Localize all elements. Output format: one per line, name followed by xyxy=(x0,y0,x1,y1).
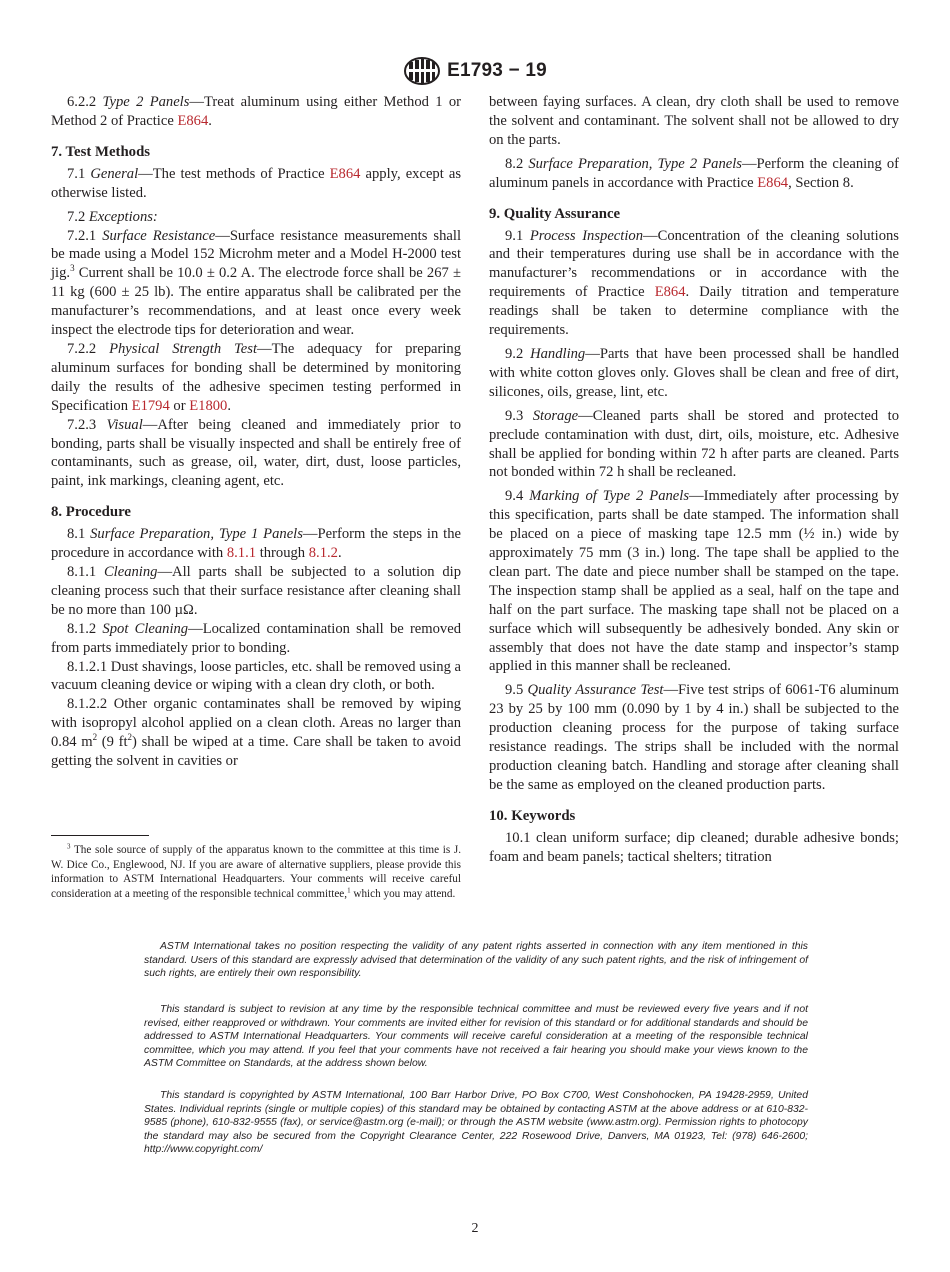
para-number: 8.1.1 xyxy=(67,564,104,581)
para-text: apply, except as otherwise listed. xyxy=(51,165,461,201)
para-number: 9.4 xyxy=(505,488,530,505)
footnote-ref-3[interactable]: 3 xyxy=(70,263,75,274)
para-number: 7.2.1 xyxy=(67,227,103,244)
section-heading-quality-assurance: 9. Quality Assurance xyxy=(489,205,621,222)
para-number: 7.1 xyxy=(67,165,91,182)
paragraph-8-1-2-1: 8.1.2.1 Dust shavings, loose particles, etc. shall be removed using a vacuum cleaning device or wiping with a clean dry cloth, or both. xyxy=(51,658,461,694)
para-title: Storage xyxy=(532,407,579,424)
paragraph-8-1 xyxy=(51,525,461,563)
left-column xyxy=(51,93,461,771)
paragraph-8-2 xyxy=(489,155,899,193)
para-text: 8.1.2.2 Other organic contaminates shall be removed by wiping with isopropyl alcohol applied on a clean cloth. Areas no larger than 0.84 m xyxy=(51,696,461,751)
section-heading-procedure: 8. Procedure xyxy=(51,504,131,521)
para-title: Exceptions: xyxy=(88,208,158,225)
section-heading-keywords: 10. Keywords xyxy=(489,807,576,824)
para-text: (9 ft xyxy=(97,734,128,751)
para-title: Type 2 Panels xyxy=(102,94,190,110)
para-text: —Localized contamination shall be removed from parts immediately prior to bonding. xyxy=(51,620,461,656)
para-text: —The test methods of Practice xyxy=(138,165,330,182)
ref-link-8-1-1[interactable]: 8.1.1 xyxy=(226,545,257,562)
paragraph-6-2-2 xyxy=(51,93,461,131)
para-title: Surface Preparation, Type 1 Panels xyxy=(90,526,303,543)
ref-link-e864[interactable]: E864 xyxy=(329,165,361,182)
para-text: . xyxy=(337,545,342,562)
para-text: —Immediately after processing by this specification, parts shall be date stamped. The information shall be placed on a piece of masking tape 12.5 mm (½ in.) wide by approximately 75 mm (3 in.) long. The tape shall be applied to the clean part. The date and piece number shall be stamped on the tape. The inspection stamp shall be applied as a seal, half on the tape and half on the part surface. The masking tape shall not be placed on a surface which will subsequently be adhesively bonded. Any skin or assembly that does not have the date stamp and inspector’s stamp applied in this manner shall be recleaned. xyxy=(489,488,900,675)
para-number: 8.2 xyxy=(505,155,529,172)
para-text: or xyxy=(169,397,190,414)
paragraph-7-2 xyxy=(51,208,461,227)
paragraph-9-3 xyxy=(489,407,899,483)
paragraph-7-2-3 xyxy=(51,416,461,492)
para-text: . Daily titration and temperature readings shall be taken to determine compliance with the requirements. xyxy=(489,284,899,339)
superscript: 2 xyxy=(127,732,133,743)
para-text: Current shall be 10.0 ± 0.2 A. The electrode force shall be 267 ± 11 kg (600 ± 25 lb). The entire apparatus shall be calibrated per the manufacturer’s recommendations, and at least once every week inspect the electrode tips for deterioration and wear. xyxy=(51,265,461,339)
para-text: —Surface resistance measurements shall be made using a Model 152 Microhm meter and a Model H-2000 test jig. xyxy=(51,227,461,282)
para-text: ) shall be wiped at a time. Care shall be taken to avoid getting the solvent in cavities or xyxy=(51,734,461,770)
paragraph-8-1-2 xyxy=(51,620,461,658)
para-title: Cleaning xyxy=(103,564,158,581)
ref-link-8-1-2[interactable]: 8.1.2 xyxy=(308,545,338,562)
paragraph-7-2-1 xyxy=(51,227,461,340)
para-text: , Section 8. xyxy=(788,174,854,191)
para-text: —Cleaned parts shall be stored and protected to preclude contamination with dust, dirt, oils, moisture, etc. Adhesive shall be applied for bonding within 72 h after parts are cleaned. Parts not bonded within 72 h shall be recleaned. xyxy=(489,407,899,481)
para-text: —Concentration of the cleaning solutions and their temperatures during use shall be in accordance with the manufacturer’s recommendations or in accordance with the requirements of Practice xyxy=(489,227,899,301)
para-title: Handling xyxy=(530,345,586,362)
para-title: Process Inspection xyxy=(529,227,643,244)
para-title: Visual xyxy=(106,416,143,433)
para-title: Surface Preparation, Type 2 Panels xyxy=(528,155,742,172)
para-text: —After being cleaned and immediately prior to bonding, parts shall be visually inspected and shall be entirely free of contaminants, such as grease, oil, water, dirt, dust, loose particles, paint, ink markings, cleaning agent, etc. xyxy=(51,416,461,490)
para-text: —Perform the cleaning of aluminum panels in accordance with Practice xyxy=(489,155,900,191)
right-column xyxy=(489,93,899,867)
para-number: 7.2.3 xyxy=(67,416,107,433)
page-number: 2 xyxy=(471,1221,479,1236)
paragraph-8-1-2-2 xyxy=(51,695,461,771)
para-text: —Treat aluminum using either Method 1 or Method 2 of Practice xyxy=(51,94,461,129)
para-number: 9.1 xyxy=(505,227,530,244)
paragraph-8-1-1 xyxy=(51,563,461,620)
para-number: 8.1.2 xyxy=(67,620,103,637)
para-text: . xyxy=(208,112,212,129)
footnote-ref-1[interactable]: 1 xyxy=(347,886,351,895)
ref-link-e864[interactable]: E864 xyxy=(757,174,789,191)
paragraph-10-1: 10.1 clean uniform surface; dip cleaned; durable adhesive bonds; foam and beam panels; tactical shelters; titration xyxy=(489,829,899,865)
paragraph-continued: between faying surfaces. A clean, dry cloth shall be used to remove the solvent and contaminant. The solvent shall not be allowed to dry on the parts. xyxy=(489,94,899,148)
document-id: E1793 − 19 xyxy=(447,60,547,81)
para-number: 9.2 xyxy=(505,345,531,362)
para-number: 9.3 xyxy=(505,407,533,424)
section-heading-test-methods: 7. Test Methods xyxy=(51,143,151,160)
paragraph-9-1 xyxy=(489,227,899,340)
superscript: 2 xyxy=(92,732,98,743)
patent-notice: ASTM International takes no position respecting the validity of any patent rights asserted in connection with any item mentioned in this standard. Users of this standard are expressly advised that determination of the validity of any such patent rights, and the risk of infringement of such rights, are entirely their own responsibility. xyxy=(144,941,808,979)
paragraph-9-2 xyxy=(489,345,899,402)
para-text: —Perform the steps in the procedure in accordance with xyxy=(51,526,461,562)
page-header xyxy=(0,55,950,87)
para-text: —All parts shall be subjected to a solution dip cleaning process such that their surface resistance after cleaning shall be no more than 100 µΩ. xyxy=(51,564,461,618)
footnote-text: The sole source of supply of the apparatus known to the committee at this time is J. W. Dice Co., Englewood, NJ. If you are aware of alternative suppliers, please provide this information to ASTM International Headquarters. Your comments will receive careful consideration at a meeting of the responsible technical committee, xyxy=(51,844,461,900)
paragraph-7-2-2 xyxy=(51,340,461,416)
paragraph-7-1 xyxy=(51,165,461,203)
para-text: —Parts that have been processed shall be handled with white cotton gloves only. Gloves shall be clean and free of dirt, silicones, oils, grease, lint, etc. xyxy=(489,345,899,400)
ref-link-e864[interactable]: E864 xyxy=(654,284,686,301)
para-title: Surface Resistance xyxy=(102,227,216,244)
para-title: Physical Strength Test xyxy=(109,340,258,357)
para-text: —The adequacy for preparing aluminum surfaces for bonding shall be determined by monitoring daily the results of the adhesive specimen testing performed in Specification xyxy=(51,340,461,414)
footnote-marker: 3 xyxy=(67,842,71,851)
para-text: . xyxy=(227,397,231,414)
paragraph-9-5 xyxy=(489,681,899,794)
para-title: General xyxy=(90,165,139,182)
ref-link-e864[interactable]: E864 xyxy=(177,112,209,129)
revision-notice: This standard is subject to revision at any time by the responsible technical committee and must be reviewed every five years and if not revised, either reapproved or withdrawn. Your comments are invited either for revision of this standard or for additional standards and should be addressed to ASTM International Headquarters. Your comments will receive careful consideration at a meeting of the responsible technical committee, which you may attend. If you feel that your comments have not received a fair hearing you should make your views known to the ASTM Committee on Standards, at the address shown below. xyxy=(144,1004,808,1069)
para-number: 7.2 xyxy=(67,208,89,225)
para-number: 6.2.2 xyxy=(67,94,103,110)
ref-link-e1794[interactable]: E1794 xyxy=(131,397,170,414)
para-title: Marking of Type 2 Panels xyxy=(529,488,690,505)
ref-link-e1800[interactable]: E1800 xyxy=(189,397,228,414)
para-title: Spot Cleaning xyxy=(102,620,189,637)
para-text: —Five test strips of 6061-T6 aluminum 23 by 25 by 100 mm (0.090 by 1 by 4 in.) shall be subjected to the production cleaning process for the purpose of taking surface resistance readings. The strips shall be included with the normal production cleaning batch. Handling and storage after cleaning shall be the same as employed on the cleaned production parts. xyxy=(489,682,899,793)
para-title: Quality Assurance Test xyxy=(527,682,664,699)
para-number: 9.5 xyxy=(505,682,528,699)
astm-logo-icon xyxy=(403,56,441,86)
para-number: 7.2.2 xyxy=(67,340,110,357)
footnote-3 xyxy=(51,843,461,901)
footnote-text: which you may attend. xyxy=(350,887,456,900)
paragraph-9-4 xyxy=(489,487,899,676)
para-text: through xyxy=(256,545,309,562)
footnote-divider xyxy=(51,835,149,836)
copyright-notice: This standard is copyrighted by ASTM International, 100 Barr Harbor Drive, PO Box C700, West Conshohocken, PA 19428-2959, United States. Individual reprints (single or multiple copies) of this standard may be obtained by contacting ASTM at the above address or at 610-832-9585 (phone), 610-832-9555 (fax), or service@astm.org (e-mail); or through the ASTM website (www.astm.org). Permission rights to photocopy the standard may also be secured from the Copyright Clearance Center, 222 Rosewood Drive, Danvers, MA 01923, Tel: (978) 646-2600; http://www.copyright.com/ xyxy=(144,1090,808,1155)
para-number: 8.1 xyxy=(67,526,91,543)
